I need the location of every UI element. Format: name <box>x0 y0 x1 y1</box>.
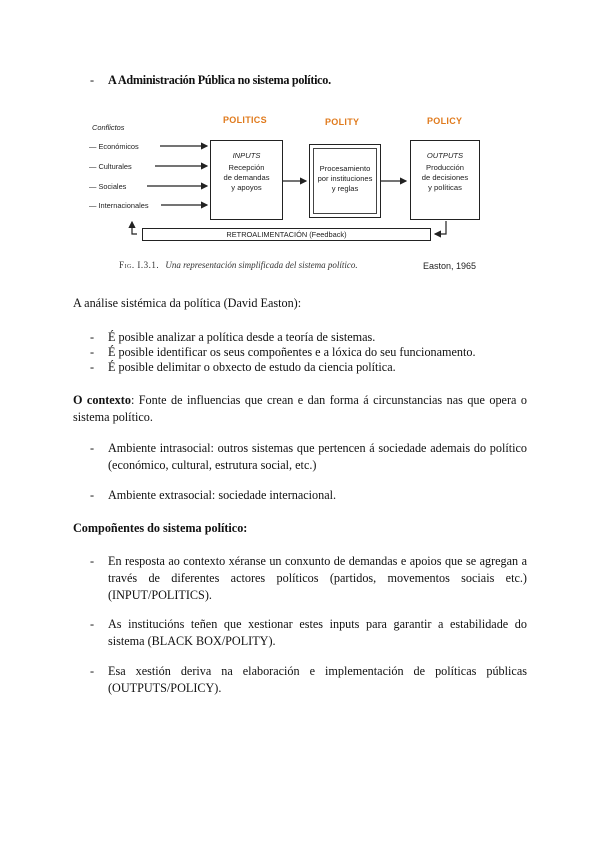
easton-diagram <box>85 108 505 280</box>
conflict-item: — Culturales <box>89 162 132 171</box>
inputs-box <box>210 140 283 220</box>
processing-inner-frame <box>313 148 377 214</box>
bullet-dash: - <box>90 330 95 344</box>
context-paragraph <box>73 392 527 426</box>
outputs-box-line: de decisiones <box>421 173 469 182</box>
bullet-dash: - <box>90 441 95 455</box>
figure-caption <box>119 260 358 270</box>
analysis-title: A análise sistémica da política (David Easton): <box>73 296 302 310</box>
inputs-box-line: y apoyos <box>231 183 262 192</box>
processing-box-line: Procesamiento <box>319 164 371 173</box>
header-polity: POLITY <box>325 117 360 127</box>
heading-dash: - <box>90 73 95 87</box>
context-term: O contexto <box>73 393 131 407</box>
component-item: Esa xestión deriva na elaboración e implementación de políticas públicas (OUTPUTS/POLICY). <box>108 664 527 695</box>
outputs-box <box>410 140 480 220</box>
figure-source: Easton, 1965 <box>423 261 477 271</box>
caption-text: Una representación simplificada del sistema político. <box>165 260 358 270</box>
component-item: As institucións teñen que xestionar estes inputs para garantir a estabilidade do sistema (BLACK BOX/POLITY). <box>108 617 527 648</box>
bullet-dash: - <box>90 360 95 374</box>
conflicts-title: Conflictos <box>92 123 125 132</box>
outputs-box-line: y políticas <box>428 183 462 192</box>
bullet-dash: - <box>90 345 95 359</box>
bullet-dash: - <box>90 664 95 678</box>
bullet-dash: - <box>90 617 95 631</box>
outputs-box-line: Producción <box>426 163 464 172</box>
processing-box-line: y reglas <box>331 184 359 193</box>
section-heading: A Administración Pública no sistema político. <box>108 73 331 87</box>
conflict-item: — Internacionales <box>89 201 149 210</box>
inputs-box-line: Recepción <box>228 163 265 172</box>
analysis-item: É posible identificar os seus compoñentes e a lóxica do seu funcionamento. <box>108 345 476 359</box>
inputs-box-title: INPUTS <box>232 151 261 160</box>
analysis-item: É posible delimitar o obxecto de estudo da ciencia política. <box>108 360 396 374</box>
processing-box-line: por instituciones <box>317 174 373 183</box>
header-policy: POLICY <box>427 116 463 126</box>
inputs-box-line: de demandas <box>223 173 270 182</box>
outputs-box-title: OUTPUTS <box>426 151 464 160</box>
context-definition: : Fonte de influencias que crean e dan forma á circunstancias nas que opera o sistema político. <box>73 393 527 424</box>
analysis-item: É posible analizar a política desde a teoría de sistemas. <box>108 330 376 344</box>
caption-fig: Fig. I.3.1. <box>119 260 160 270</box>
feedback-bar <box>142 228 431 241</box>
bullet-dash: - <box>90 554 95 568</box>
bullet-dash: - <box>90 488 95 502</box>
header-politics: POLITICS <box>223 115 267 125</box>
context-item: Ambiente extrasocial: sociedade internacional. <box>108 488 337 502</box>
processing-box <box>309 144 381 218</box>
context-item: Ambiente intrasocial: outros sistemas que pertencen á sociedade ademais do político (económico, cultural, estrutura social, etc.) <box>108 441 527 472</box>
feedback-label: RETROALIMENTACIÓN (Feedback) <box>226 230 347 239</box>
component-item: En resposta ao contexto xéranse un conxunto de demandas e apoios que se agregan a través de diferentes actores políticos (partidos, movementos sociais etc.) (INPUT/POLITICS). <box>108 554 527 602</box>
conflict-item: — Sociales <box>89 182 127 191</box>
conflict-item: — Económicos <box>89 142 139 151</box>
components-title: Compoñentes do sistema político: <box>73 521 248 535</box>
